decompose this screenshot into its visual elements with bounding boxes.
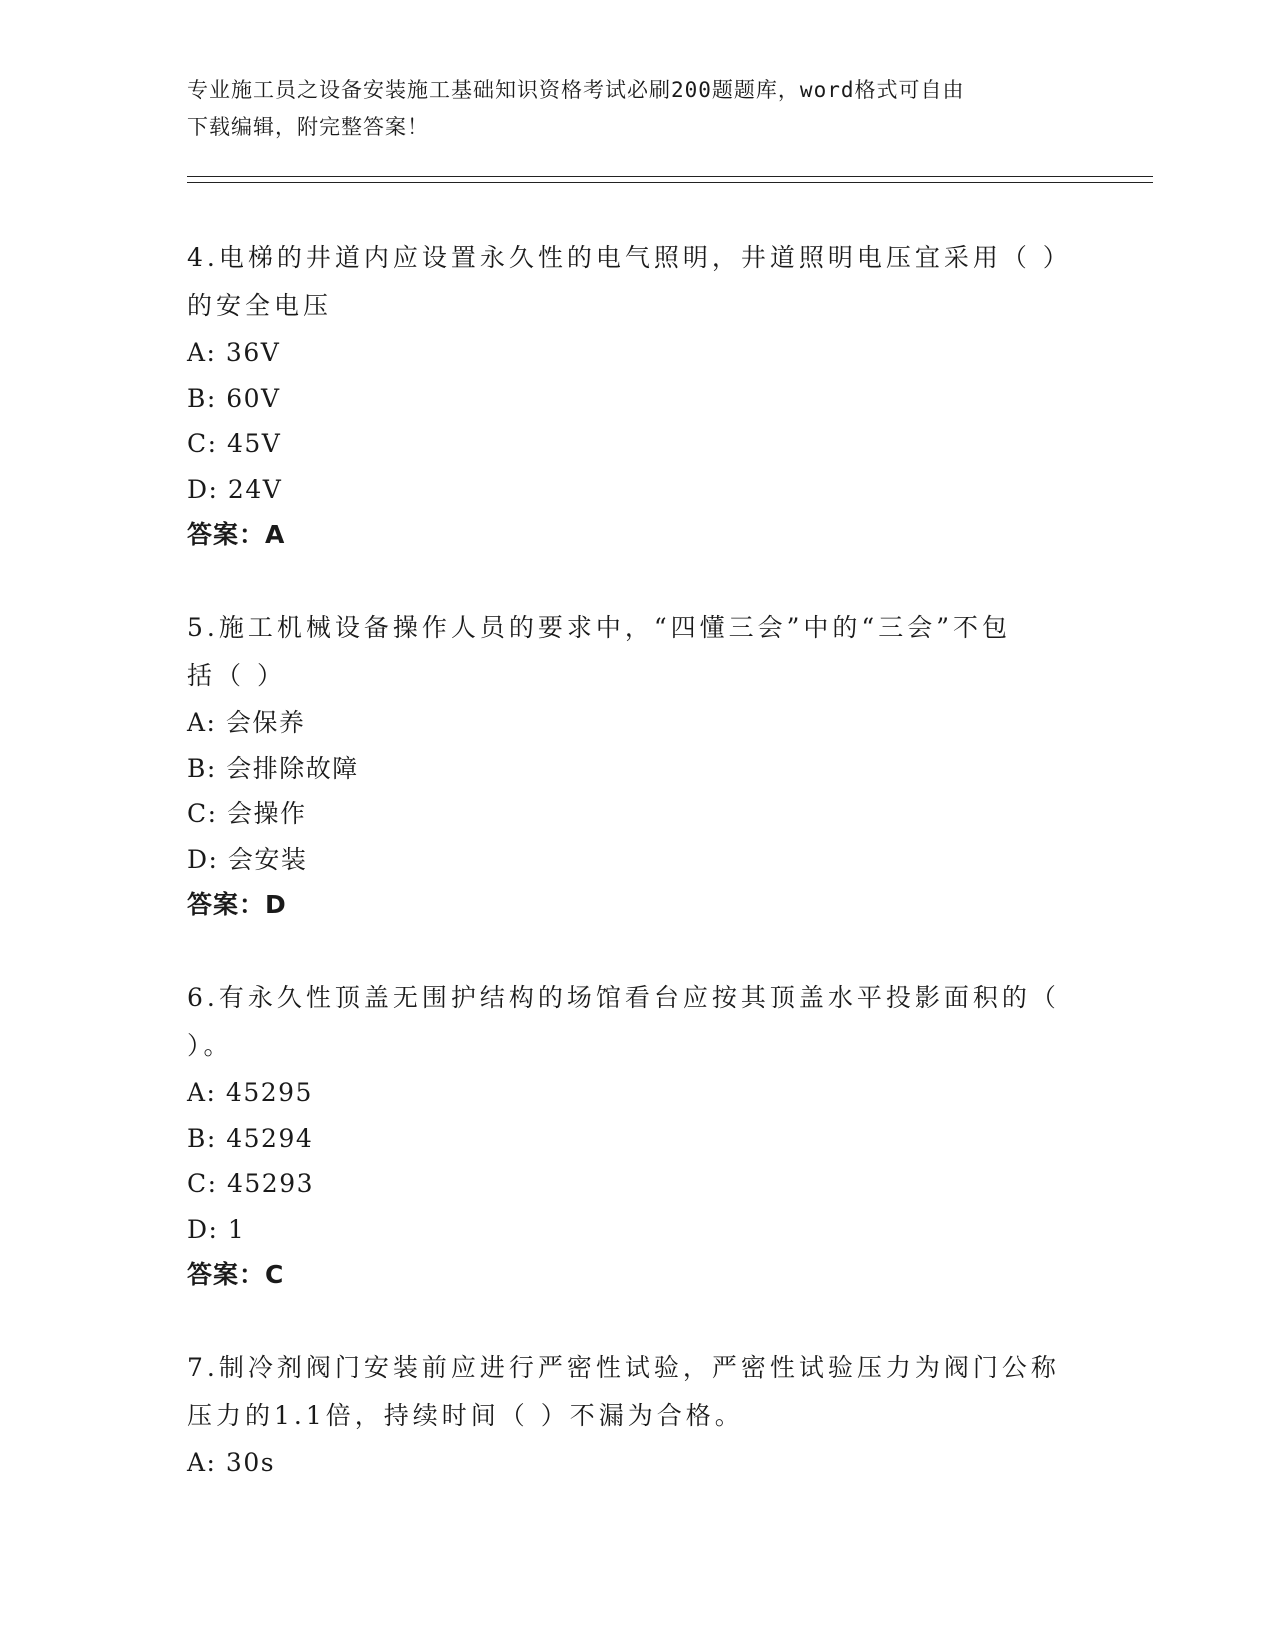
question-stem-line: 括（ ） [187,661,286,690]
question-stem-line: 4.电梯的井道内应设置永久性的电气照明，井道照明电压宜采用（ ） [187,243,1072,272]
option-d: D: 会安装 [187,844,308,874]
option-d: D: 24V [187,474,283,504]
question-stem-line: 6.有永久性顶盖无围护结构的场馆看台应按其顶盖水平投影面积的（ [187,983,1060,1012]
option-a: A: 45295 [187,1078,313,1107]
question-stem-line: 7.制冷剂阀门安装前应进行严密性试验，严密性试验压力为阀门公称 [187,1353,1060,1382]
question-6 [187,974,1067,1298]
question-stem-line: ）。 [187,1031,233,1060]
header-divider-top [187,176,1153,177]
header-divider-bottom [187,182,1153,183]
answer: 答案：D [187,890,287,919]
header-title-line-1: 专业施工员之设备安装施工基础知识资格考试必刷200题题库，word格式可自由 [187,78,965,102]
question-stem-line: 压力的1.1倍，持续时间（ ）不漏为合格。 [187,1401,744,1430]
question-stem-line: 5.施工机械设备操作人员的要求中，“四懂三会”中的“三会”不包 [187,613,1011,642]
option-b: B: 45294 [187,1123,314,1153]
option-d: D: 1 [187,1214,246,1244]
document-header [187,72,1067,146]
option-c: C: 45293 [187,1169,315,1198]
question-5 [187,604,1067,928]
option-c: C: 会操作 [187,799,307,828]
option-b: B: 60V [187,383,281,413]
option-a: A: 会保养 [187,708,306,737]
option-c: C: 45V [187,429,282,458]
question-4 [187,234,1072,558]
option-a: A: 36V [187,338,281,367]
option-a: A: 30s [187,1448,276,1477]
question-stem-line: 的安全电压 [187,291,333,320]
answer: 答案：A [187,520,286,549]
header-title-line-2: 下载编辑，附完整答案！ [187,115,429,139]
question-7 [187,1344,1067,1486]
answer: 答案：C [187,1260,285,1289]
question-list [187,234,1072,1532]
option-b: B: 会排除故障 [187,753,359,783]
